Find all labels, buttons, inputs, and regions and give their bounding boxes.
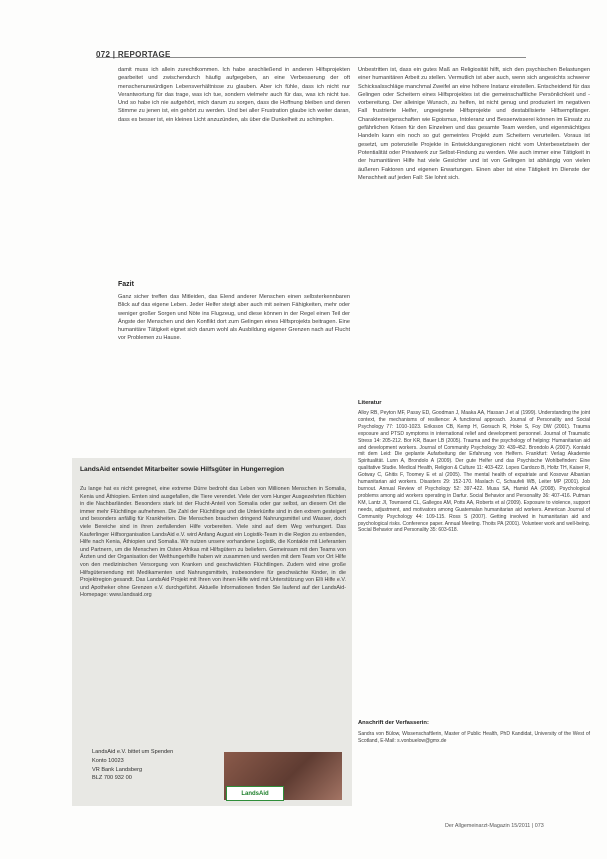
literature-list — [358, 410, 590, 534]
article-text-right — [358, 66, 590, 182]
donation-line: LandsAid e.V. bittet um Spenden — [92, 749, 174, 755]
literature-heading: Literatur — [358, 400, 382, 406]
donation-details — [92, 748, 173, 783]
author-address-text: Sandra von Bülow, Wissenschaftlerin, Master of Public Health, PhD Kandidat, University of the West of Scotland, E-Mail: s.vonbuelow@gmx.de — [358, 731, 590, 744]
info-box-paragraph: Zu lange hat es nicht geregnet, eine extreme Dürre bedroht das Leben von Millionen Menschen in Somalia, Kenia und Äthiopien. Ernten sind ausgefallen, die Tiere verendet. Viele der vom Hunger Ausgezehrten flüchten in die Nachbarländer. Besonders stark ist der Flucht-Anteil von Somalia oder gar selbst, an diesem Ort die immer mehr Flüchtlinge aufnehmen. Die Zahl der Flüchtlinge und die Unterkünfte sind in den extrem gesteigert und besonders anfällig für Krankheiten. Die Menschen brauchen dringend Nahrungsmittel und Wasser, doch viele Bereiche sind in ihren zerfallenden Hilfe vorbereiten. Viele sind auf dem Weg verhungert. Das Kauferlinger Hilfsorganisation LandsAid e.V. wird Anfang August ein Logistik-Team in die Region zu entsenden, Hilfe nach Kenia, Äthiopien und Somalia. Wir nutzen unsere vorhandene Logistik, die Kontakte mit Lieferanten und Partnern, um die Menschen im Osten Afrikas mit Hilfsgütern zu beliefern. Gemeinsam mit den Teams von Ärzten und der Organisation der Welthungerhilfe haben wir zusammen und werden mit dem Team vor Ort Hilfe von den medizinischen Versorgung von Kranken und geschwächten Flüchtlingen. Zudem wird eine große Hilfsgütersendung mit Medikamenten und Nahrungsmitteln, insbesondere für geschwächte Kinder, in die Projektregion gesandt. Das LandsAid Projekt mit Ihren von ihnen Hilfe wird mit Unterstützung von Elli Hilfe e.V. und Apotheker ohne Grenzen e.V. durchgeführt. Aktuelle Informationen finden Sie laufend auf der LandsAid-Homepage: www.landsaid.org — [80, 486, 346, 599]
page-footer: Der Allgemeinarzt-Magazin 15/2011 | 073 — [445, 823, 544, 829]
landsaid-logo: LandsAid — [226, 786, 284, 801]
fazit-text — [118, 293, 350, 343]
literature-text: Alloy RB, Peyton MF, Passy ED, Goodman J, Maaka AA, Hassan J et al (1999). Understanding the joint context, the mechanisms of resilience: A functional approach. Journal of Personality and Social Psychology 77: 1010-1023. Eriksson CB, Kemp H, Gorsuch R, Hoke S, Foy DW (2001). Trauma exposure and PTSD symptoms in international relief and development personnel. Journal of Traumatic Stress 14: 205-212. Bor KR, Bauer LB (2005). Trauma and the psychology of helping: Humanitarian aid and development workers. Journal of Community Psychology 30: 439-452. Brondolo A (2007). Kontakt mit dem Leid: Die geplante Aufarbeitung der Erfahrung von Helfern. Frankfurt: Verlag Akademie Spiritualität. Lunn A, Brondolo A (2009). Der gute Helfer und das Psychische Wohlbefinden: Eine qualitative Studie. Medical Health, Religion & Culture 11: 403-422. Lopes Cardozo B, Holtz TH, Kaiser R, Gotway C, Ghitis F, Toomey E et al (2005). The mental health of expatriate and Kosovar Albanian humanitarian aid workers. Disasters 29: 152-170. Maslach C, Schaufeli WB, Leiter MP (2001). Job burnout. Annual Review of Psychology 52: 397-422. Musa SA, Hamid AA (2008). Psychological problems among aid workers operating in Darfur. Social Behavior and Personality 36: 407-416. Putman KM, Lantz JI, Townsend CL, Gallegos AM, Potts AA, Roberts et al (2009). Exposure to violence, support needs, adjustment, and motivators among Guatemalan humanitarian aid workers. American Journal of Community Psychology 44: 109-115. Ross S (2007). Getting involved in humanitarian aid and psychological risks. Conference paper. Annual Meeting. Thoits PA (2001). Volunteer work and well-being. Social Behavior and Personality 35: 603-618. — [358, 410, 590, 534]
article-paragraph-right: Unbestritten ist, dass ein gutes Maß an Religiosität hilft, sich den psychischen Belastungen einer humanitären Arbeit zu stellen. Vermutlich ist aber auch, wenn sich angesichts schwerer Schicksalsschläge manchmal Zweifel an eine höhere Instanz einstellen. Entscheidend für das Gelingen oder Scheitern eines Hilfsprojektes ist die gemeinschaftliche Persönlichkeit und -vorbereitung. Der alleinige Wunsch, zu helfen, ist nicht genug und produziert im negativen Fall frustrierte Helfer, ungeeignete Hilfsprojekte und destabilisierte Hilfsempfänger. Charakterseigenschaften wie Egoismus, Intoleranz und Besserwisserei können im Einsatz zu gefährlichen Krisen für den Einzelnen und das gesamte Team werden, und eigenmächtiges Handeln kann ein noch so gut gemeintes Projekt zum Scheitern verurteilen. Voraus ist gesetzt, um potenzielle Projekte in Entwicklungsregionen nicht vom Unterbesetztsein der Potentialität oder Privatwerk zur Selbst-Findung zu werden. Wie auch immer eine Tätigkeit in der humanitären Hilfe hat viele Gesichter und ist von Gelingen ist abhängig von vielen äußeren Faktoren und eigenen Erwartungen. Einen aber ist eine Tätigkeit im Dienste der Menschheit auf jeden Fall: Sie lohnt sich. — [358, 67, 590, 181]
fazit-heading: Fazit — [118, 281, 134, 288]
info-box-title: LandsAid entsendet Mitarbeiter sowie Hilfsgüter in Hungerregion — [80, 466, 285, 473]
info-box-text — [80, 486, 346, 600]
donation-line: VR Bank Landsberg — [92, 766, 143, 773]
donation-line: BLZ 700 932 00 — [92, 775, 132, 782]
author-address — [358, 731, 590, 745]
article-paragraph: damit muss ich allein zurechtkommen. Ich habe anschließend in anderen Hilfsprojekten gearbeitet und zwischendurch häufig aufgegeben, an eine Verbesserung der oft menschenunwürdigen Lebensverhältnisse zu glauben. Aber ich fühle, dass ich nicht nur Verantwortung für das trage, was ich tue, sondern vielmehr auch für das, was ich nicht tue. Und so habe ich nie aufgehört, mich darum zu sorgen, dass die Hoffnung bleiben und deren Stimme zu jenen ist, ein gehört zu werden. Und bei aller Frustration glaube ich weiter daran, dass es besser ist, ein kleines Licht anzuzünden, als über die Dunkelheit zu schimpfen. — [118, 67, 350, 123]
page-header — [96, 44, 526, 58]
section-label: 072 | REPORTAGE — [96, 50, 171, 59]
article-text-continued — [118, 66, 350, 124]
donation-line: Konto 10023 — [92, 757, 124, 764]
fazit-paragraph: Ganz sicher treffen das Mitleiden, das Elend anderer Menschen einen selbsterkennbaren Blick auf das eigene Leben. Jeder Helfer steigt aber auch mit seinen Fähigkeiten, mehr oder weniger großer Sorgen und Nöte ins Flugzeug, und diese können in der Regel einen Teil der Ängste der Menschen und den Konflikt dort zum Gelingen eines Hilfsprojekts beitragen. Eine humanitäre Tätigkeit eignet sich darum wohl als Ausbildung eigener Grenzen nach auf Flucht vor Problemen zu Hause. — [118, 294, 350, 342]
author-address-heading: Anschrift der Verfasserin: — [358, 720, 429, 726]
